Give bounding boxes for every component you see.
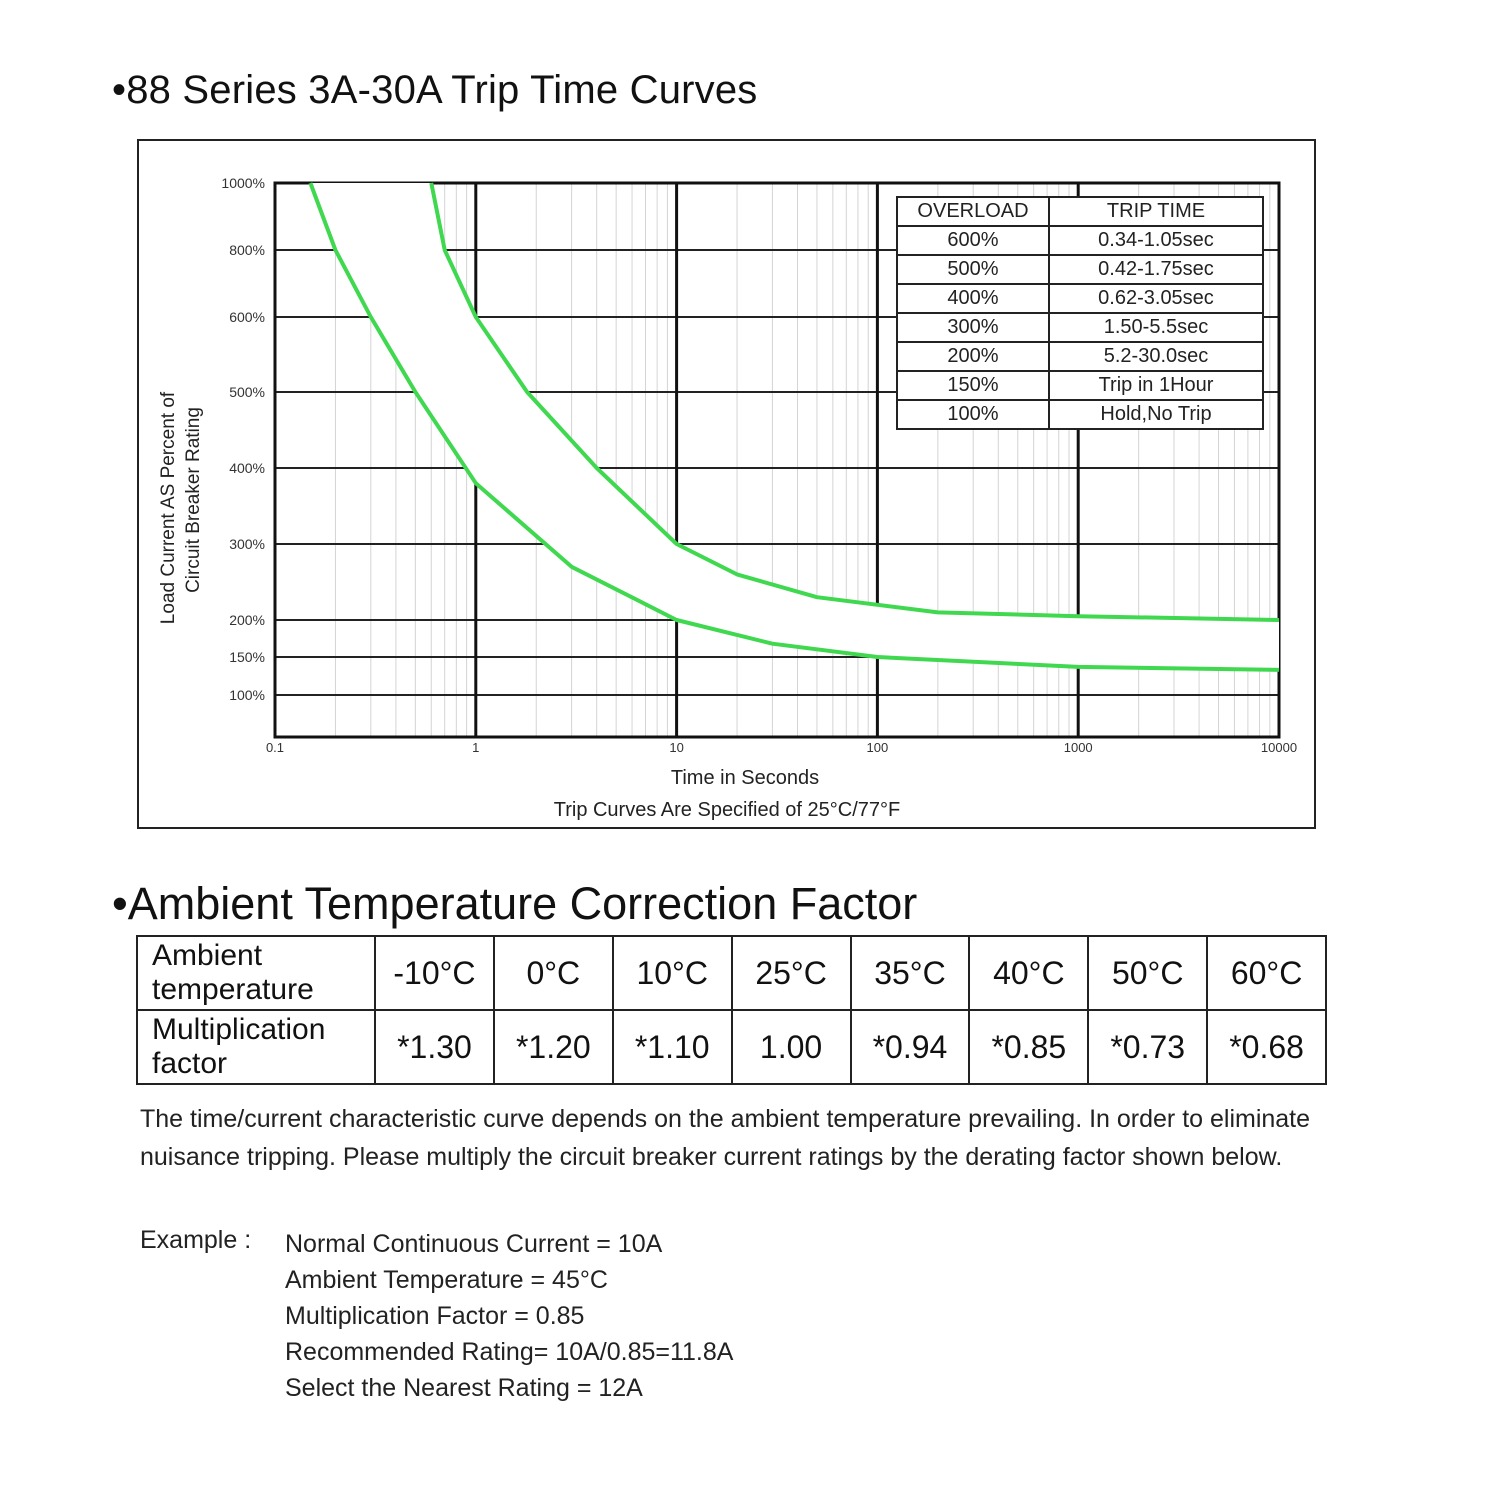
y-tick-label: 150% (229, 649, 265, 665)
x-tick-label: 1 (472, 740, 480, 755)
x-axis-note: Trip Curves Are Specified of 25°C/77°F (553, 799, 901, 821)
temperature-row (137, 936, 1326, 1010)
temp-cell: 10°C (613, 936, 732, 1010)
temperature-correction-title: •Ambient Temperature Correction Factor (112, 878, 918, 929)
multiplication-factor-label: Multiplication factor (137, 1010, 375, 1084)
factor-row (137, 1010, 1326, 1084)
temp-cell: 0°C (494, 936, 613, 1010)
temp-cell: 35°C (851, 936, 970, 1010)
temp-cell: 60°C (1207, 936, 1326, 1010)
temp-cell: 50°C (1088, 936, 1207, 1010)
factor-cell: *0.73 (1088, 1010, 1207, 1084)
example-line: Multiplication Factor = 0.85 (285, 1302, 585, 1330)
ambient-temperature-label: Ambient temperature (137, 936, 375, 1010)
x-axis-title: Time in Seconds (670, 767, 820, 789)
temp-cell: 25°C (732, 936, 851, 1010)
overload-row (897, 371, 1263, 400)
y-tick-label: 400% (229, 460, 265, 476)
example-lines (285, 1226, 733, 1406)
example-label: Example : (140, 1226, 252, 1254)
overload-row (897, 342, 1263, 371)
example-line: Recommended Rating= 10A/0.85=11.8A (285, 1338, 734, 1366)
trip-time-header: TRIP TIME (1049, 197, 1263, 226)
temp-cell: 40°C (969, 936, 1088, 1010)
overload-header: OVERLOAD (897, 197, 1049, 226)
factor-cell: *0.68 (1207, 1010, 1326, 1084)
overload-value: 100% (897, 400, 1049, 429)
x-tick-label: 0.1 (265, 740, 285, 755)
x-tick-label: 100 (866, 740, 889, 755)
temp-cell: -10°C (375, 936, 494, 1010)
factor-cell: 1.00 (732, 1010, 851, 1084)
y-tick-label: 300% (229, 536, 265, 552)
trip-time-value: 1.50-5.5sec (1049, 313, 1263, 342)
overload-value: 400% (897, 284, 1049, 313)
overload-value: 300% (897, 313, 1049, 342)
example-line: Normal Continuous Current = 10A (285, 1230, 663, 1258)
overload-table (896, 196, 1264, 430)
overload-row (897, 255, 1263, 284)
factor-cell: *1.10 (613, 1010, 732, 1084)
overload-row (897, 284, 1263, 313)
y-tick-label: 600% (229, 309, 265, 325)
derating-note: The time/current characteristic curve depends on the ambient temperature prevailing. In order to eliminate nuisance tripping. Please multiply the circuit breaker current ratings by the derating factor shown below. (140, 1105, 1311, 1171)
y-tick-label: 800% (229, 242, 265, 258)
factor-cell: *1.20 (494, 1010, 613, 1084)
overload-value: 500% (897, 255, 1049, 284)
factor-cell: *1.30 (375, 1010, 494, 1084)
trip-time-value: 0.62-3.05sec (1049, 284, 1263, 313)
trip-time-value: Trip in 1Hour (1049, 371, 1263, 400)
overload-value: 150% (897, 371, 1049, 400)
trip-time-value: Hold,No Trip (1049, 400, 1263, 429)
y-tick-label: 200% (229, 612, 265, 628)
trip-curves-title: •88 Series 3A-30A Trip Time Curves (112, 68, 758, 112)
x-tick-label: 10000 (1260, 740, 1298, 755)
overload-row (897, 313, 1263, 342)
overload-row (897, 400, 1263, 429)
y-tick-label: 100% (229, 687, 265, 703)
y-axis-title: Load Current AS Percent of (158, 391, 179, 625)
trip-time-value: 0.42-1.75sec (1049, 255, 1263, 284)
trip-time-value: 0.34-1.05sec (1049, 226, 1263, 255)
overload-value: 200% (897, 342, 1049, 371)
factor-cell: *0.94 (851, 1010, 970, 1084)
overload-row (897, 226, 1263, 255)
example-line: Select the Nearest Rating = 12A (285, 1374, 643, 1402)
factor-cell: *0.85 (969, 1010, 1088, 1084)
example-line: Ambient Temperature = 45°C (285, 1266, 608, 1294)
x-tick-label: 1000 (1063, 740, 1093, 755)
y-axis-title: Circuit Breaker Rating (183, 407, 204, 593)
trip-time-value: 5.2-30.0sec (1049, 342, 1263, 371)
temperature-table (136, 935, 1327, 1085)
overload-table-header (897, 197, 1263, 226)
y-tick-label: 500% (229, 384, 265, 400)
overload-value: 600% (897, 226, 1049, 255)
y-tick-label: 1000% (221, 175, 265, 191)
x-tick-label: 10 (669, 740, 684, 755)
